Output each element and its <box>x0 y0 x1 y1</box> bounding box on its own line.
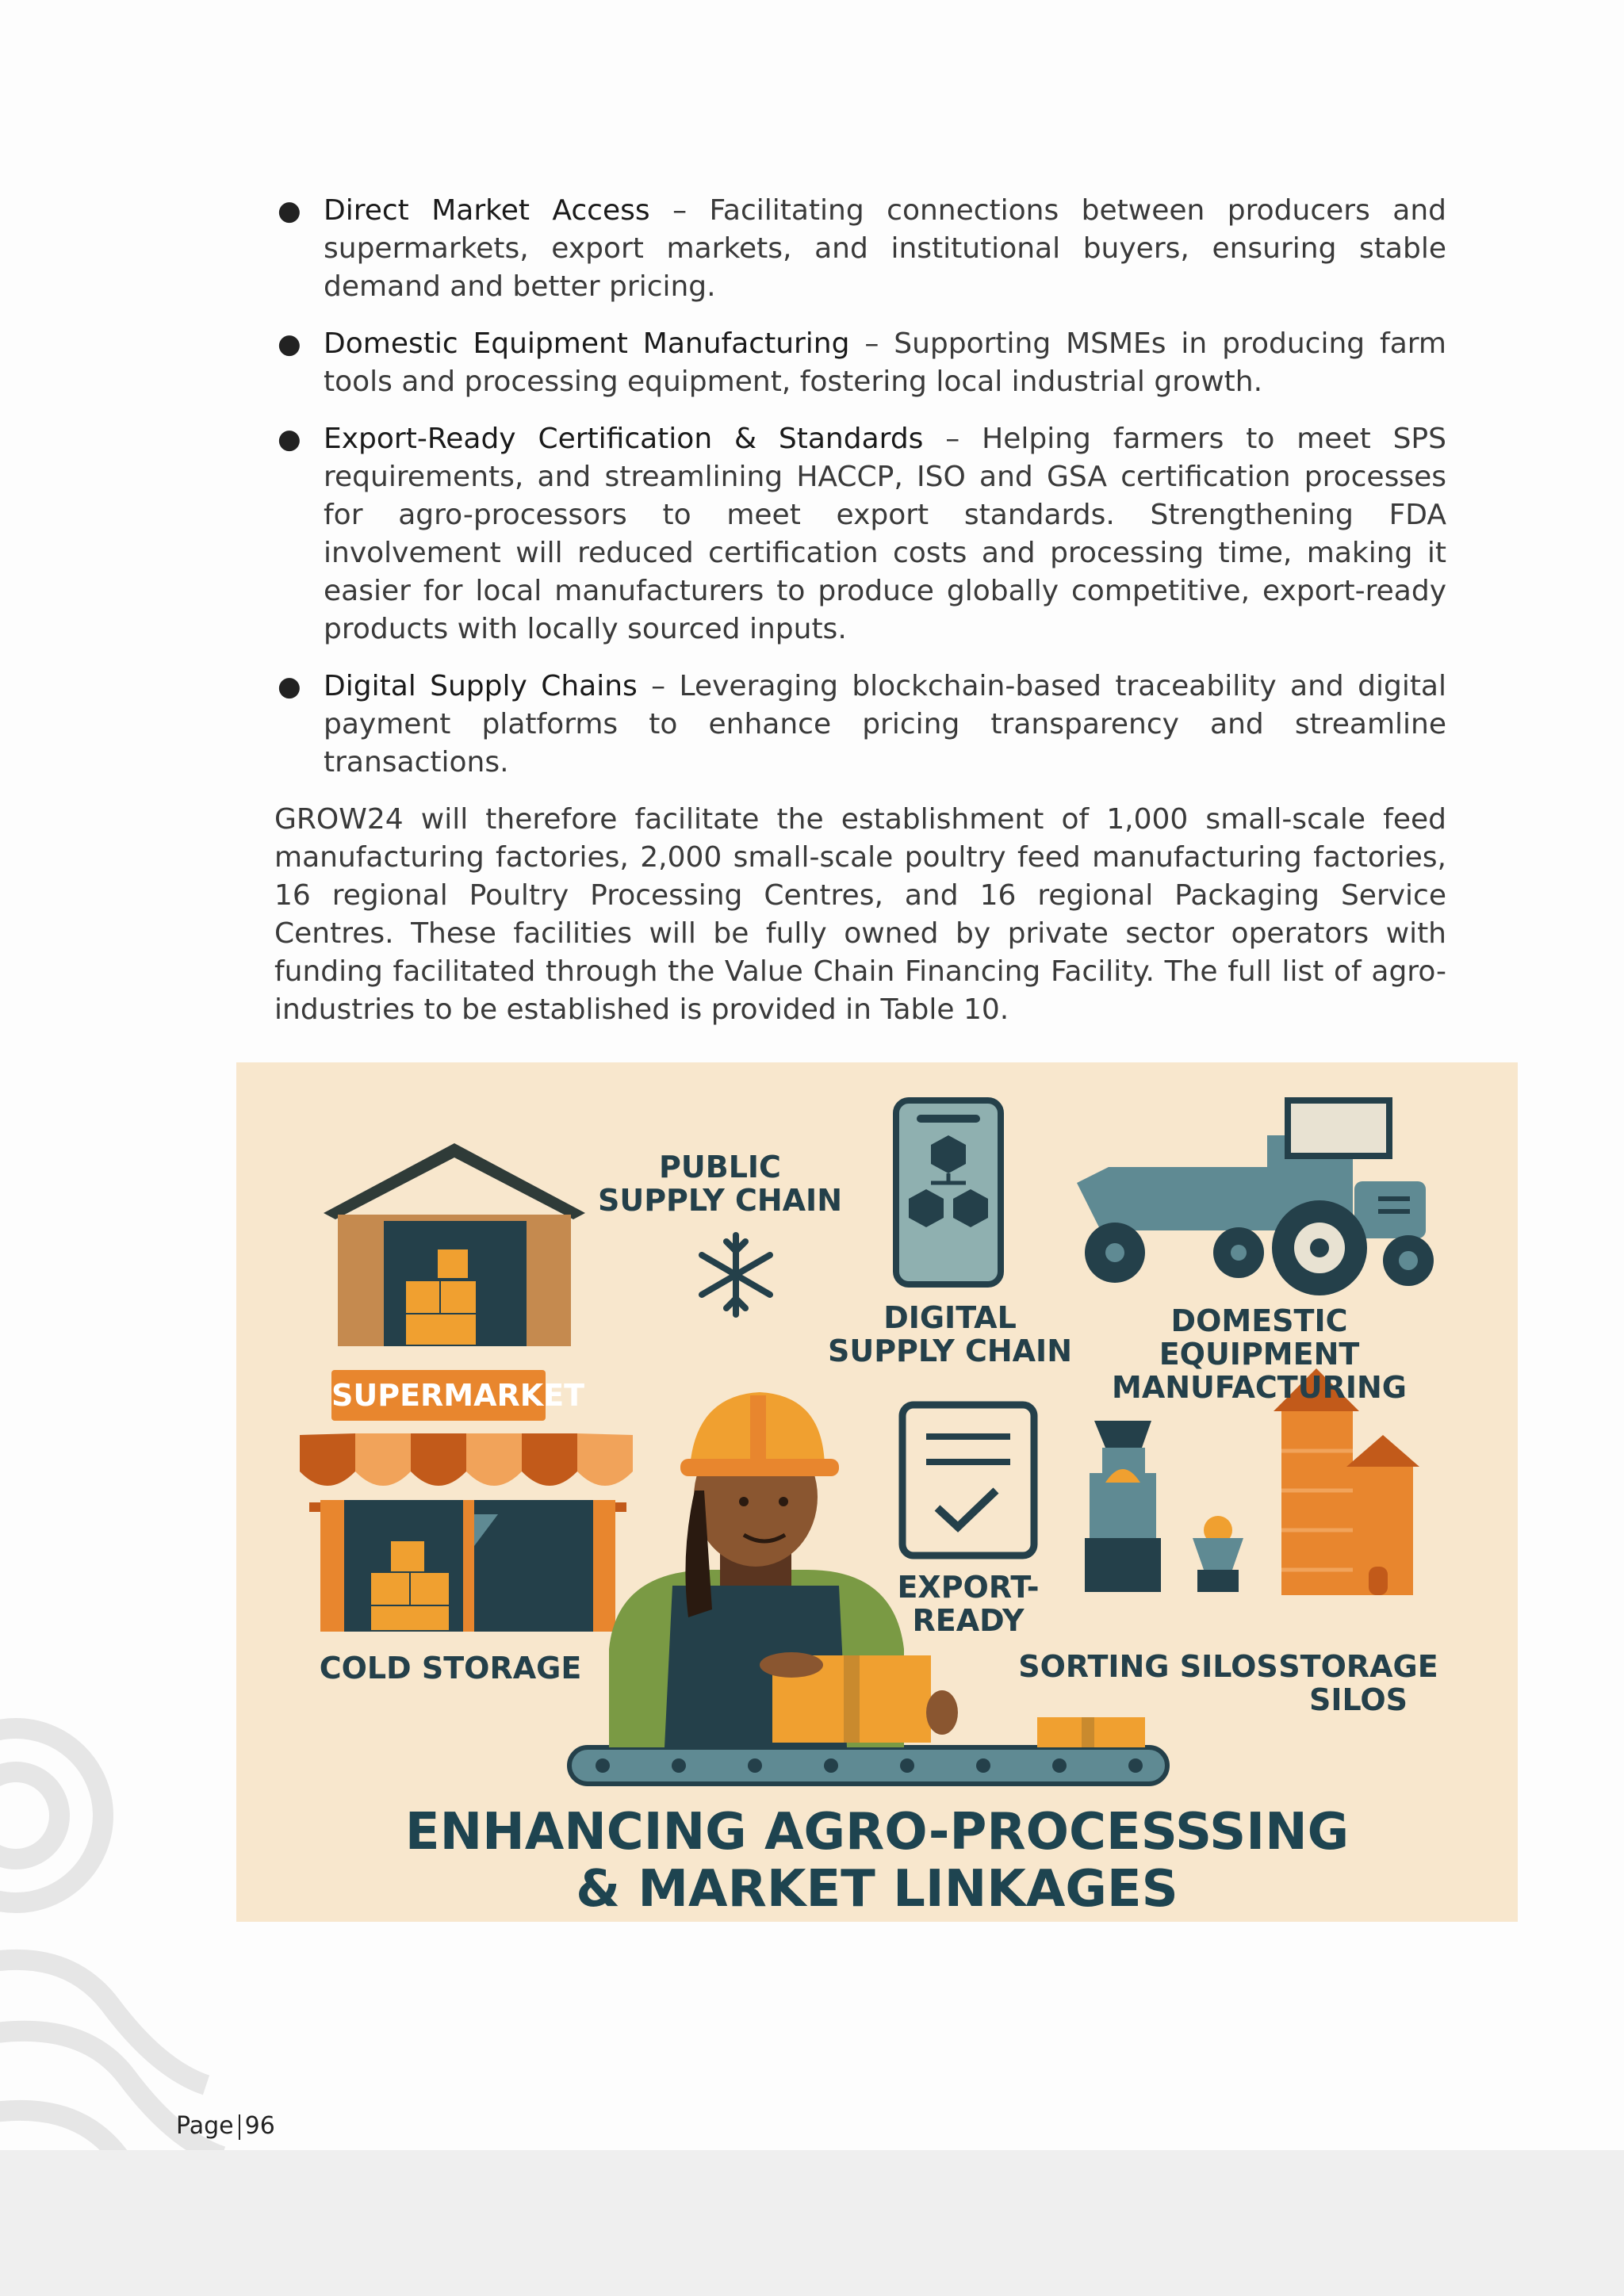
infographic-artwork <box>236 1062 1518 1922</box>
body-paragraph: GROW24 will therefore facilitate the establishment of 1,000 small-scale feed manufacturing factories, 2,000 small-scale poultry feed manufacturing factories, 16 regional Poultry Processing Centres, and 16 regional Packaging Service Centres. These facilities will be fully owned by private sector operators with funding facilitated through the Value Chain Financing Facility. The full list of agro-industries to be established is provided in Table 10. <box>274 803 1446 1026</box>
main-content <box>274 192 1446 1029</box>
page-separator <box>239 2114 240 2140</box>
bullet-text: – Supporting MSMEs in producing farm tools and processing equipment, fostering local industrial growth. <box>324 327 1446 398</box>
label-cold-storage: COLD STORAGE <box>319 1651 582 1686</box>
label-export-ready: EXPORT- READY <box>897 1570 1040 1638</box>
label-public-supply-chain: PUBLIC SUPPLY CHAIN <box>597 1150 842 1218</box>
bullet-text: – Leveraging blockchain-based traceability and digital payment platforms to enhance pricing transparency and streamline transactions. <box>324 670 1446 779</box>
bullet-item <box>274 192 1446 306</box>
label-storage-silos: STORAGE SILOS <box>1278 1649 1438 1717</box>
bullet-term: Domestic Equipment Manufacturing <box>324 327 850 360</box>
bullet-term: Digital Supply Chains <box>324 670 638 702</box>
tractor-icon <box>1077 1100 1434 1295</box>
checklist-icon <box>902 1405 1034 1556</box>
footer-band <box>0 2150 1624 2296</box>
bullet-dot: ● <box>278 328 301 360</box>
bullet-text: – Helping farmers to meet SPS requirements, and streamlining HACCP, ISO and GSA certification processes for agro-processors to meet export standards. Strengthening FDA involvement will reduced certification costs and processing time, making it easier for local manufacturers to produce globally competitive, export-ready products with locally sourced inputs. <box>324 423 1446 645</box>
bullet-item <box>274 325 1446 401</box>
bullet-dot: ● <box>278 671 301 702</box>
bullet-item <box>274 420 1446 649</box>
supermarket-icon <box>300 1433 633 1632</box>
bullet-text: – Facilitating connections between producers and supermarkets, export markets, and institutional buyers, ensuring stable demand and better pricing. <box>324 194 1446 303</box>
page-label: Page <box>176 2112 234 2140</box>
figure-title: ENHANCING AGRO-PROCESSSING & MARKET LINKAGES <box>404 1803 1350 1919</box>
bullet-term: Direct Market Access <box>324 194 650 227</box>
label-supermarket: SUPERMARKET <box>331 1370 546 1421</box>
warehouse-icon <box>324 1143 585 1346</box>
label-sorting-silos: SORTING SILOS <box>1018 1649 1278 1684</box>
label-domestic-equipment-manufacturing: DOMESTIC EQUIPMENT MANUFACTURING <box>1112 1303 1407 1405</box>
snowflake-icon <box>702 1235 770 1314</box>
bullet-term: Export-Ready Certification & Standards <box>324 423 924 455</box>
page-number-value: 96 <box>244 2112 275 2140</box>
infographic-figure <box>236 1062 1518 1922</box>
phone-blockchain-icon <box>896 1100 1001 1284</box>
bullet-dot: ● <box>278 423 301 455</box>
bullet-item <box>274 668 1446 782</box>
page-number <box>176 2112 275 2140</box>
sorting-silos-icon <box>1085 1421 1243 1592</box>
label-digital-supply-chain: DIGITAL SUPPLY CHAIN <box>827 1300 1072 1368</box>
bullet-list <box>274 192 1446 782</box>
bullet-dot: ● <box>278 195 301 227</box>
